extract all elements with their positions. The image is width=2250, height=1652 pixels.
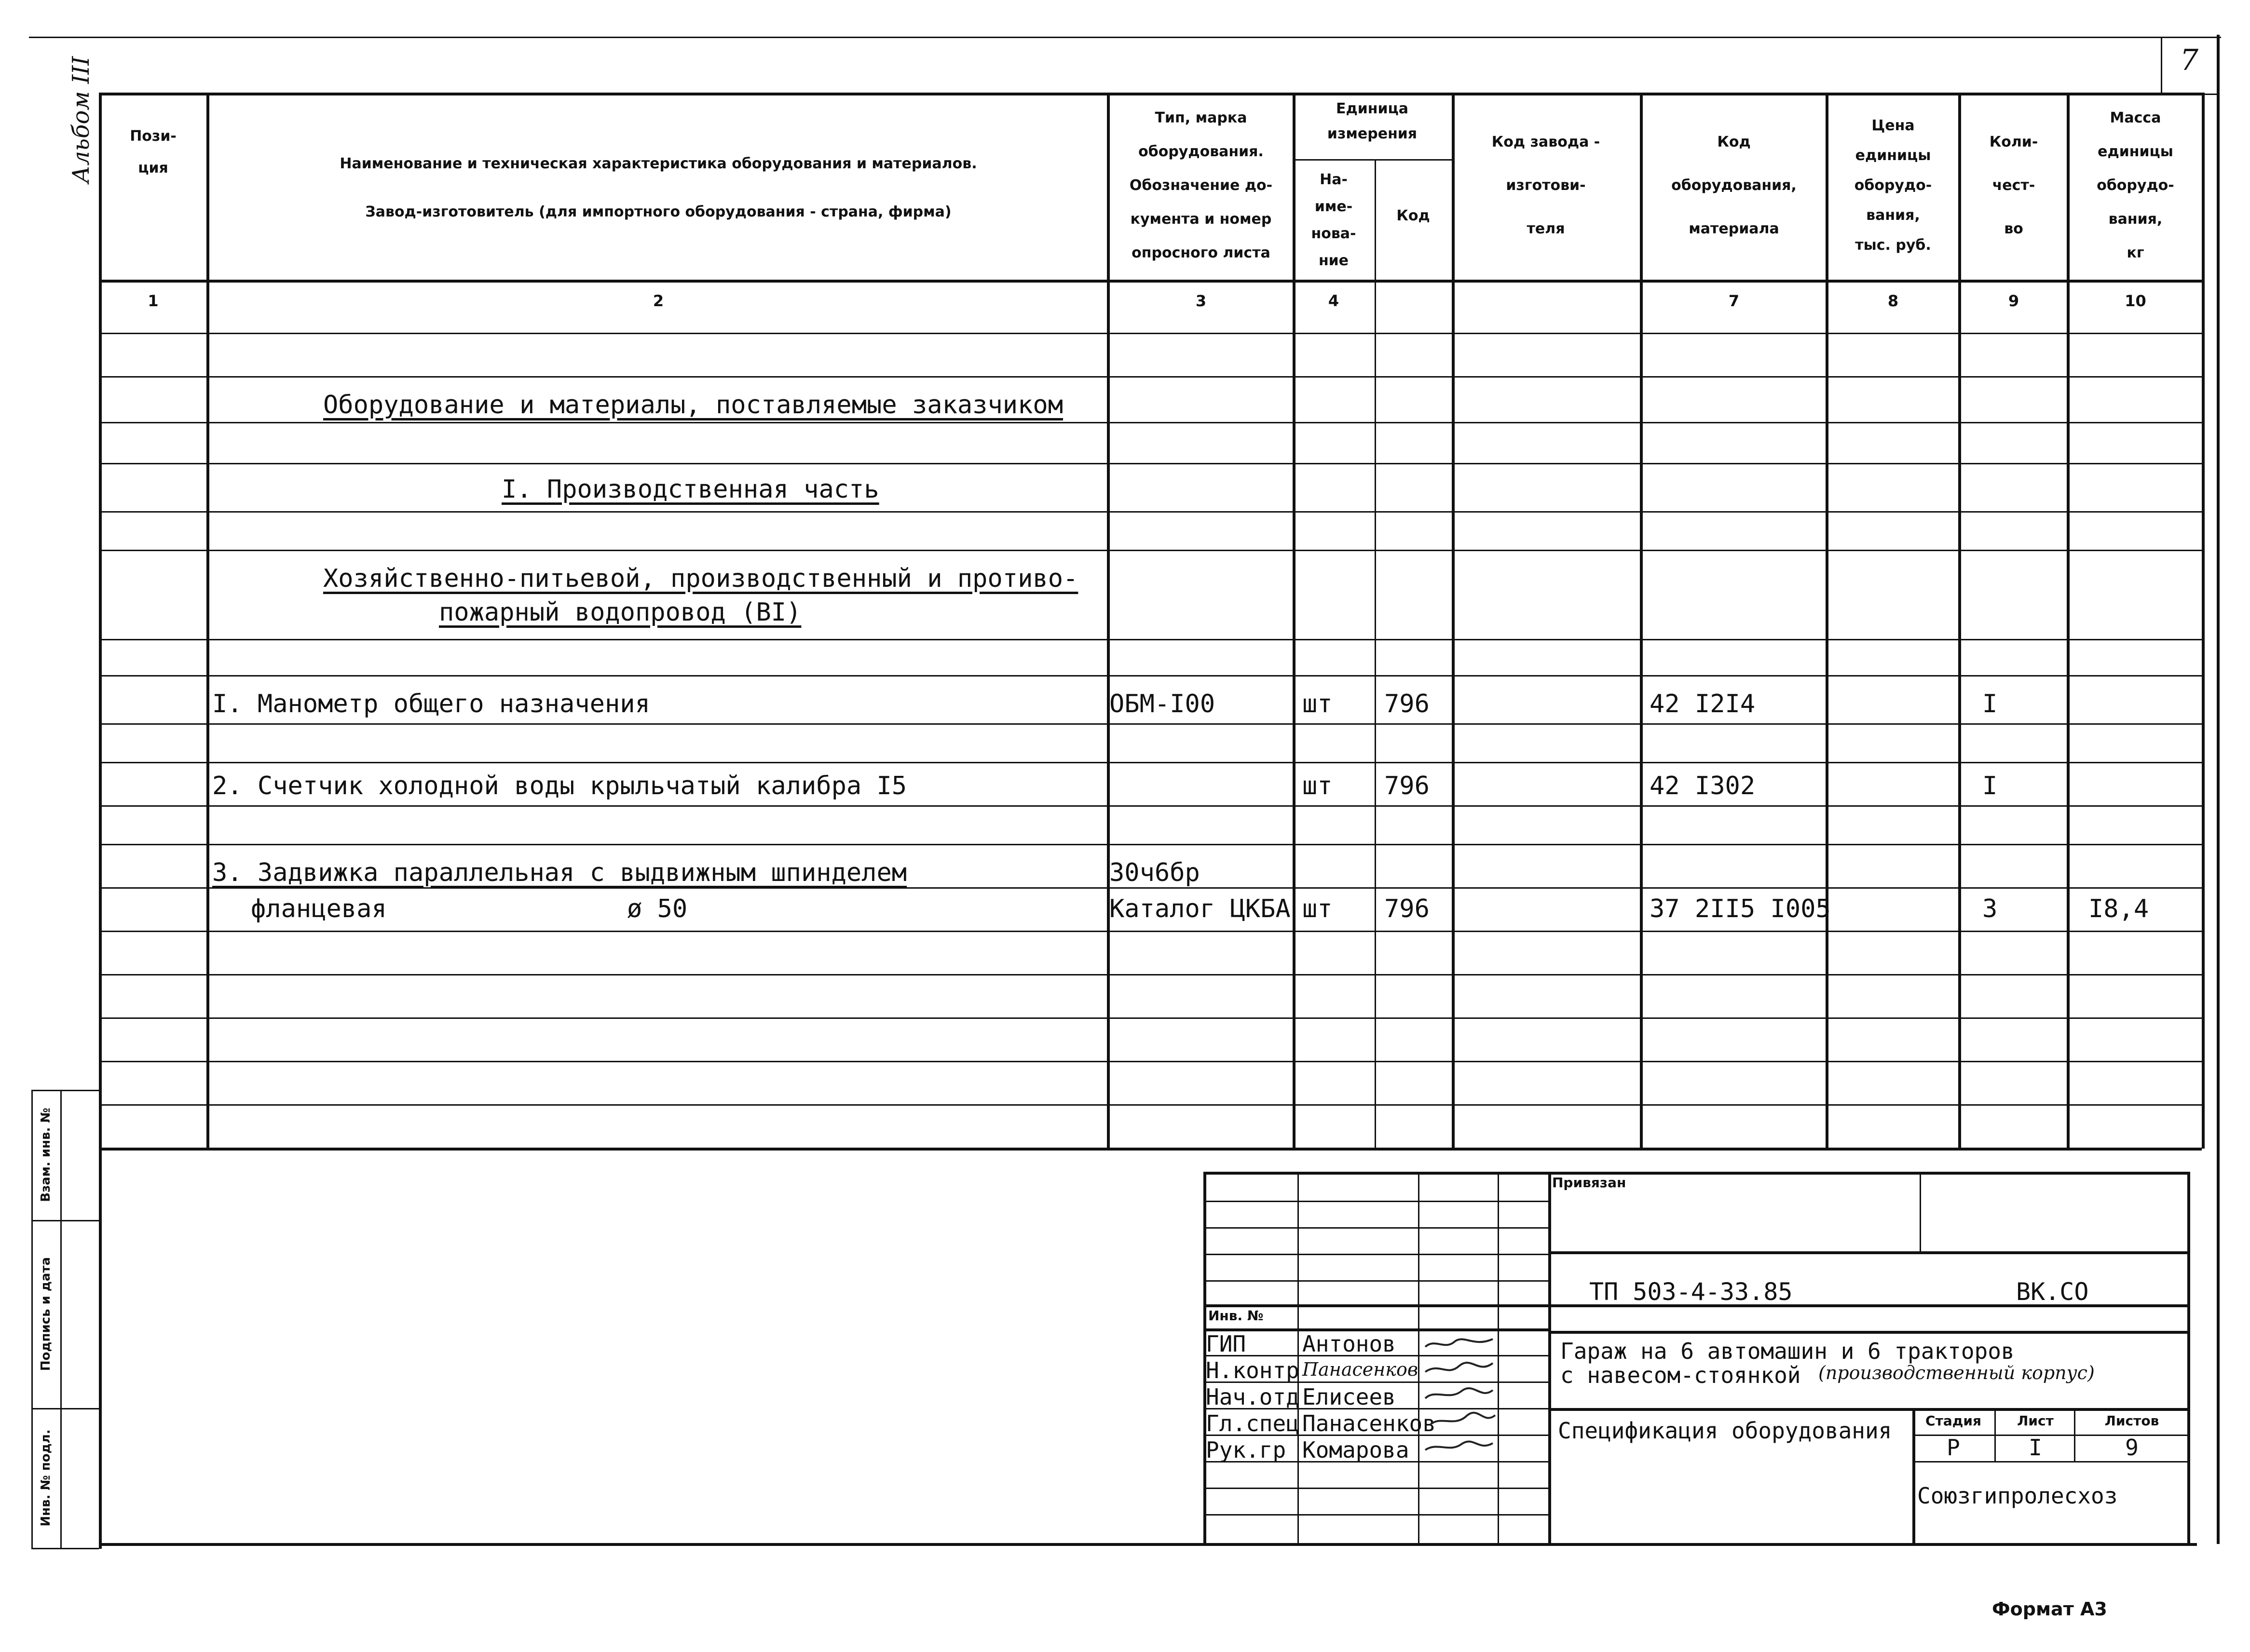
- tb-row: [1203, 1254, 1548, 1255]
- header-quantity: Коли- чест- во: [1989, 134, 2038, 237]
- role: Н.контр: [1206, 1357, 1299, 1383]
- role: Гл.спец: [1206, 1410, 1299, 1436]
- col-number: 7: [1728, 292, 1740, 310]
- tb-privyazan-div: [1920, 1172, 1921, 1251]
- item-qty: 3: [1982, 894, 1998, 923]
- item-name: 2. Счетчик холодной воды крыльчатый калибра I5: [212, 772, 907, 800]
- row-line: [99, 887, 2202, 889]
- tb-col: [2074, 1408, 2075, 1461]
- unit-group-rule: [1293, 159, 1452, 161]
- row-line: [99, 639, 2202, 640]
- side-label-inv: Инв. № подл.: [39, 1429, 53, 1527]
- item-unit-code: 796: [1384, 894, 1430, 923]
- tb-right: [2187, 1172, 2190, 1544]
- row-line: [99, 844, 2202, 845]
- section-heading: Хозяйственно-питьевой, производственный и противо-: [323, 564, 1078, 593]
- col-number: 10: [2125, 292, 2146, 310]
- person: Комарова: [1302, 1437, 1409, 1463]
- row-line: [99, 931, 2202, 932]
- strip-mid: [60, 1090, 62, 1548]
- item-type: Каталог ЦКБА: [1109, 894, 1291, 923]
- album-note: Альбом III: [68, 56, 95, 183]
- col-div-8: [1958, 93, 1961, 1149]
- table-top: [99, 93, 2202, 95]
- tb-row: [1912, 1461, 2187, 1462]
- sheet-value: I: [2029, 1435, 2042, 1461]
- item-name: 3. Задвижка параллельная с выдвижным шпинделем: [212, 858, 907, 887]
- header-type: Тип, марка оборудования. Обозначение до- кумента и номер опросного листа: [1129, 109, 1273, 261]
- header-bottom: [99, 280, 2202, 283]
- row-line: [99, 550, 2202, 551]
- privyazan-label: Привязан: [1552, 1175, 1626, 1191]
- header-unit-name: На- име- нова- ние: [1311, 171, 1356, 269]
- col-div-6: [1640, 93, 1643, 1149]
- header-equip-code: Код оборудования, материала: [1671, 134, 1797, 237]
- item-unit: шт: [1302, 894, 1333, 923]
- header-mass: Масса единицы оборудо- вания, кг: [2097, 109, 2174, 261]
- section-heading: Оборудование и материалы, поставляемые заказчиком: [323, 391, 1064, 420]
- item-equip-code: 37 2II5 I005: [1650, 894, 1831, 923]
- frame-bottom: [99, 1543, 2197, 1546]
- tb-row: [1203, 1201, 1548, 1202]
- col-number: 9: [2008, 292, 2019, 310]
- header-position: Пози- ция: [130, 128, 177, 176]
- person: Панасенков: [1302, 1359, 1418, 1380]
- tb-top: [1203, 1172, 2187, 1175]
- person: Антонов: [1302, 1331, 1396, 1357]
- item-type: 30ч6бр: [1109, 858, 1200, 887]
- row-line: [99, 1104, 2202, 1106]
- row-line: [99, 1017, 2202, 1019]
- col-div-5: [1452, 93, 1455, 1149]
- item-unit-code: 796: [1384, 690, 1430, 718]
- page-number: 7: [2180, 43, 2199, 77]
- item-unit-code: 796: [1384, 772, 1430, 800]
- header-name: Наименование и техническая характеристика оборудования и материалов. Завод-изготовитель (для импортного оборудования - страна, фирма): [340, 155, 977, 220]
- inv-no-label: Инв. №: [1208, 1308, 1264, 1324]
- sheet-label: Лист: [2017, 1413, 2054, 1429]
- role: Нач.отд: [1206, 1384, 1299, 1410]
- row-line: [99, 463, 2202, 464]
- tb-row: [1203, 1514, 1548, 1516]
- header-unit-code: Код: [1396, 207, 1430, 224]
- row-line: [99, 422, 2202, 423]
- project-title-hand: (производственный корпус): [1818, 1362, 2095, 1383]
- sheets-label: Листов: [2104, 1413, 2159, 1429]
- tb-row: [1203, 1488, 1548, 1489]
- item-qty: I: [1982, 690, 1998, 718]
- item-name-cont: фланцевая: [251, 894, 387, 923]
- project-title-1: Гараж на 6 автомашин и 6 тракторов: [1560, 1338, 2015, 1364]
- row-line: [99, 805, 2202, 807]
- strip-left: [31, 1090, 33, 1548]
- item-unit: шт: [1302, 690, 1333, 718]
- strip-bottom: [31, 1548, 99, 1549]
- organization: Союзгипролесхоз: [1917, 1483, 2118, 1509]
- row-line: [99, 723, 2202, 725]
- stage-label: Стадия: [1925, 1413, 1981, 1429]
- section-heading: I. Производственная часть: [502, 475, 879, 504]
- header-unit-group: Единица измерения: [1327, 100, 1418, 142]
- tb-row: [1548, 1408, 2187, 1411]
- right-border: [2217, 35, 2220, 1544]
- side-label-podpis: Подпись и дата: [39, 1257, 53, 1371]
- item-diameter: ø 50: [627, 894, 688, 923]
- side-label-vzam: Взам. инв. №: [39, 1108, 53, 1202]
- sheets-value: 9: [2125, 1435, 2139, 1461]
- table-bottom: [99, 1148, 2202, 1151]
- tb-row: [1203, 1227, 1548, 1229]
- header-price: Цена единицы оборудо- вания, тыс. руб.: [1854, 117, 1932, 254]
- row-line: [99, 762, 2202, 763]
- tb-col: [1548, 1172, 1551, 1544]
- doc-name: Спецификация оборудования: [1558, 1418, 1892, 1444]
- top-rule: [29, 37, 2221, 38]
- table-right: [2202, 93, 2205, 1149]
- section-heading: пожарный водопровод (BI): [439, 598, 802, 627]
- doc-code: ТП 503-4-33.85: [1589, 1278, 1793, 1306]
- col-number: 3: [1195, 292, 1207, 310]
- col-div-1: [206, 93, 209, 1149]
- project-title-2: с навесом-стоянкой: [1560, 1362, 1801, 1388]
- format-label: Формат А3: [1992, 1598, 2107, 1620]
- col-number: 8: [1887, 292, 1899, 310]
- tb-col: [1994, 1408, 1996, 1461]
- col-number: 4: [1328, 292, 1339, 310]
- doc-mark: ВК.СО: [2016, 1278, 2089, 1306]
- left-border: [99, 93, 102, 1549]
- item-qty: I: [1982, 772, 1998, 800]
- item-equip-code: 42 I302: [1650, 772, 1756, 800]
- row-line: [99, 376, 2202, 378]
- person: Панасенков: [1302, 1410, 1436, 1436]
- stage-value: Р: [1947, 1435, 1960, 1461]
- item-unit: шт: [1302, 772, 1333, 800]
- col-number: 1: [148, 292, 159, 310]
- item-mass: I8,4: [2088, 894, 2149, 923]
- role: Рук.гр: [1206, 1437, 1286, 1463]
- tb-row: [1548, 1331, 2187, 1334]
- signatures-graphic: [1420, 1328, 1498, 1461]
- col-number: 2: [653, 292, 664, 310]
- tb-row: [1203, 1280, 1548, 1282]
- row-line: [99, 1061, 2202, 1062]
- header-factory-code: Код завода - изготови- теля: [1491, 134, 1600, 237]
- item-equip-code: 42 I2I4: [1650, 690, 1756, 718]
- person: Елисеев: [1302, 1384, 1396, 1410]
- col-div-4: [1375, 159, 1376, 1148]
- item-type: ОБМ-I00: [1109, 690, 1215, 718]
- row-line: [99, 974, 2202, 975]
- role: ГИП: [1206, 1331, 1246, 1357]
- row-line: [99, 511, 2202, 513]
- numbers-bottom: [99, 333, 2202, 334]
- row-line: [99, 675, 2202, 677]
- tb-row: [1548, 1251, 2187, 1254]
- item-name: I. Манометр общего назначения: [212, 690, 650, 718]
